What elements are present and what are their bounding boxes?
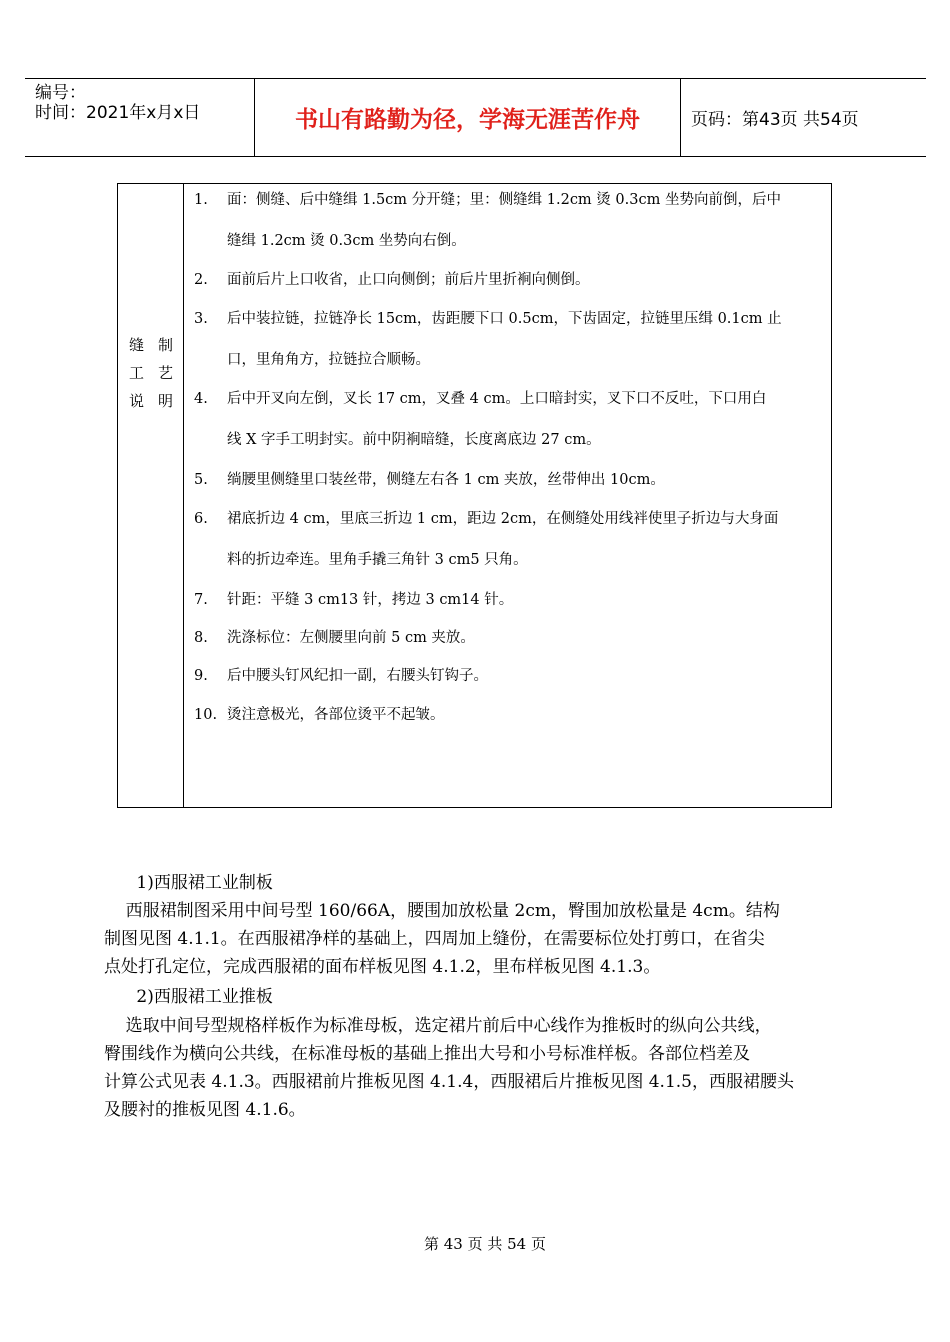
table-label-column <box>118 184 184 807</box>
sewing-process-table: 缝 制 工 艺 说 明 1. 面：侧缝、后中缝缉 1.5cm 分开缝；里：侧缝缉 1.2cm 烫 0.3cm 坐势向前倒，后中 缝缉 1.2cm 烫 0.3cm 坐势向右倒。 2. 面前后片上口收省，止口向侧倒；前后片里折裥向侧倒。 3. 后中装拉链，拉链净长 15cm，齿距腰下口 0.5cm，下齿固定，拉链里压缉 0.1cm 止 口，里角角方，拉链拉合顺畅。 4. 后中开叉向左倒，叉长 17 cm，叉叠 4 cm。上口暗封实，叉下口不反吐，下口用白 线 X 字手工明封实。前中阴裥暗缝，长度离底边 27 cm。 5. 绱腰里侧缝里口装丝带，侧缝左右各 1 cm 夹放，丝带伸出 10cm。 6. 裙底折边 4 cm，里底三折边 1 cm，距边 2cm，在侧缝处用线袢使里子折边与大身面 料的折边牵连。里角手撬三角针 3 cm5 只角。 7. 针距：平缝 3 cm13 针，拷边 3 cm14 针。 8. 洗涤标位：左侧腰里向前 5 cm 夹放。 9. 后中腰头钉风纪扣一副，右腰头钉钩子。 10. 烫注意极光，各部位烫平不起皱。 <box>117 183 832 808</box>
section-heading: 2)西服裙工业推板 <box>104 987 273 1007</box>
page-number-cell <box>691 79 926 156</box>
paragraph-line: 臀围线作为横向公共线，在标准母板的基础上推出大号和小号标准样板。各部位档差及 <box>104 1044 750 1064</box>
time-label: 时间：2021年x月x日 <box>35 103 201 123</box>
page-header <box>25 78 926 157</box>
label-row: 缝 制 <box>129 336 173 354</box>
paragraph-line: 西服裙制图采用中间号型 160/66A，腰围加放松量 2cm，臀围加放松量是 4cm。结构 <box>104 901 780 921</box>
paragraph-line: 计算公式见表 4.1.3。西服裙前片推板见图 4.1.4，西服裙后片推板见图 4.1.5，西服裙腰头 <box>104 1072 794 1092</box>
page-footer: 第 43 页 共 54 页 <box>423 1235 546 1253</box>
section-heading: 1)西服裙工业制板 <box>104 873 273 893</box>
header-left-cell <box>25 79 255 156</box>
motto-cell <box>255 79 681 156</box>
label-row: 工 艺 <box>129 364 173 382</box>
paragraph-line: 点处打孔定位，完成西服裙的面布样板见图 4.1.2，里布样板见图 4.1.3。 <box>104 957 661 977</box>
motto-text: 书山有路勤为径，学海无涯苦作舟 <box>295 107 640 133</box>
paragraph-line: 及腰衬的推板见图 4.1.6。 <box>104 1100 306 1120</box>
paragraph-line: 制图见图 4.1.1。在西服裙净样的基础上，四周加上缝份，在需要标位处打剪口，在省尖 <box>104 929 765 949</box>
label-row: 说 明 <box>129 392 173 410</box>
page-number-label: 页码：第43页 共54页 <box>691 110 859 130</box>
paragraph-line: 选取中间号型规格样板作为标准母板，选定裙片前后中心线作为推板时的纵向公共线， <box>104 1016 772 1036</box>
number-label: 编号： <box>35 83 86 103</box>
